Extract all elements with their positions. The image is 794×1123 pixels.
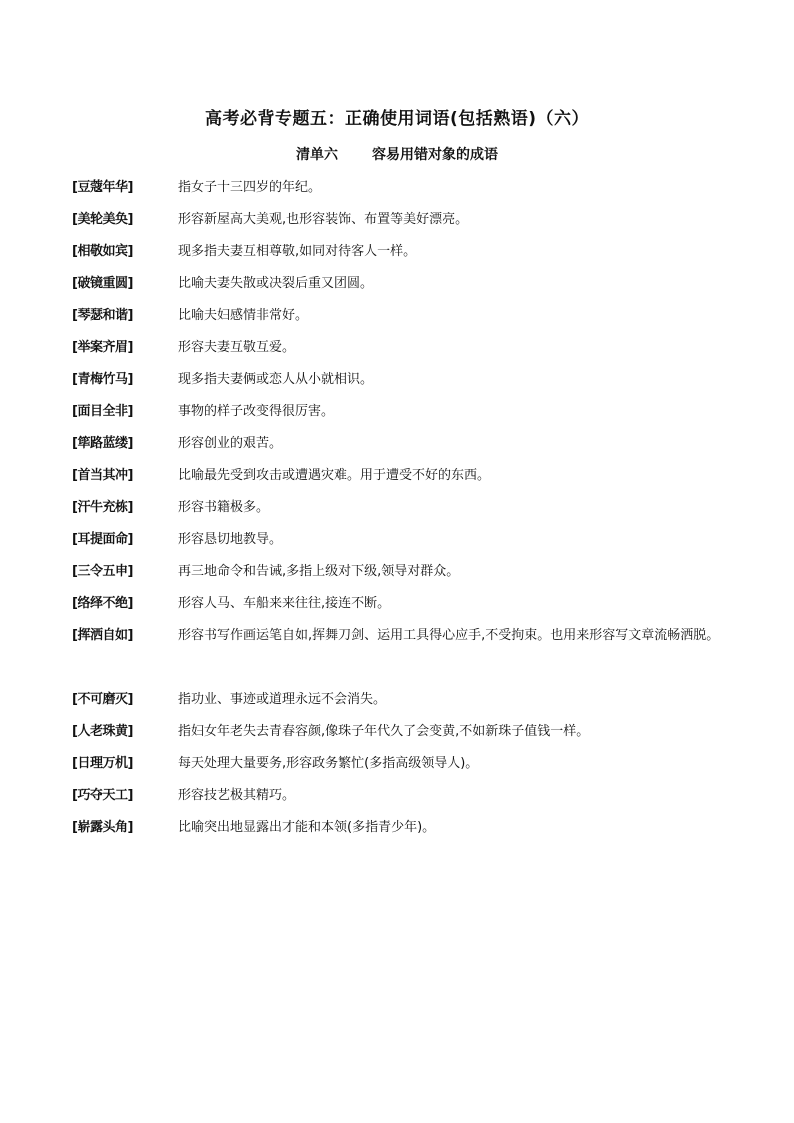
idiom-entry	[72, 396, 732, 428]
idiom-definition: 指功业、事迹或道理永远不会消失。	[178, 692, 387, 707]
idiom-term: [美轮美奂]	[72, 212, 133, 227]
idiom-term: [琴瑟和谐]	[72, 308, 133, 323]
idiom-term: [举案齐眉]	[72, 340, 133, 355]
idiom-term: [相敬如宾]	[72, 244, 133, 259]
idiom-definition: 形容人马、车船来来往往,接连不断。	[178, 596, 391, 611]
idiom-term: [耳提面命]	[72, 532, 133, 547]
idiom-definition: 形容夫妻互敬互爱。	[178, 340, 296, 355]
idiom-term: [人老珠黄]	[72, 724, 133, 739]
idiom-term: [不可磨灭]	[72, 692, 133, 707]
idiom-definition: 比喻突出地显露出才能和本领(多指青少年)。	[178, 820, 436, 835]
idiom-term: [面目全非]	[72, 404, 133, 419]
idiom-definition: 现多指夫妻俩或恋人从小就相识。	[178, 372, 374, 387]
idiom-definition: 每天处理大量要务,形容政务繁忙(多指高级领导人)。	[178, 756, 479, 771]
idiom-entry	[72, 204, 732, 236]
idiom-entry	[72, 268, 732, 300]
idiom-term: [豆蔻年华]	[72, 180, 133, 195]
idiom-definition: 形容书籍极多。	[178, 500, 270, 515]
idiom-entry	[72, 332, 732, 364]
idiom-term: [巧夺天工]	[72, 788, 133, 803]
idiom-entry	[72, 492, 732, 524]
idiom-entry	[72, 460, 732, 492]
idiom-term: [汗牛充栋]	[72, 500, 133, 515]
idiom-definition: 比喻夫妻失散或决裂后重又团圆。	[178, 276, 374, 291]
idiom-entry	[72, 684, 732, 716]
idiom-term: [日理万机]	[72, 756, 133, 771]
page-title: 高考必背专题五：正确使用词语(包括熟语)（六）	[204, 109, 590, 129]
idiom-definition: 现多指夫妻互相尊敬,如同对待客人一样。	[178, 244, 417, 259]
idiom-entry	[72, 236, 732, 268]
idiom-term: [三令五申]	[72, 564, 133, 579]
idiom-term: [挥洒自如]	[72, 628, 133, 643]
idiom-term: [青梅竹马]	[72, 372, 133, 387]
idiom-definition: 再三地命令和告诫,多指上级对下级,领导对群众。	[178, 564, 460, 579]
section-subtitle	[0, 144, 794, 164]
idiom-definition: 形容技艺极其精巧。	[178, 788, 296, 803]
idiom-entry	[72, 716, 732, 748]
idiom-entry	[72, 588, 732, 620]
idiom-definition: 事物的样子改变得很厉害。	[178, 404, 335, 419]
subtitle-list-number: 清单六	[296, 147, 338, 163]
idiom-entry	[72, 748, 732, 780]
idiom-definition: 形容新屋高大美观,也形容装饰、布置等美好漂亮。	[178, 212, 469, 227]
idiom-definition: 比喻夫妇感情非常好。	[178, 308, 309, 323]
idiom-entry	[72, 620, 732, 684]
idiom-entry	[72, 812, 732, 844]
idiom-definition: 形容创业的艰苦。	[178, 436, 283, 451]
idiom-definition: 指妇女年老失去青春容颜,像珠子年代久了会变黄,不如新珠子值钱一样。	[178, 724, 590, 739]
idiom-definition: 形容恳切地教导。	[178, 532, 283, 547]
idiom-term: [破镜重圆]	[72, 276, 133, 291]
idiom-definition: 指女子十三四岁的年纪。	[178, 180, 322, 195]
idiom-entry	[72, 524, 732, 556]
idiom-entry	[72, 364, 732, 396]
idiom-entry	[72, 556, 732, 588]
idiom-entry	[72, 300, 732, 332]
idiom-entry	[72, 172, 732, 204]
idiom-term: [筚路蓝缕]	[72, 436, 133, 451]
idiom-term: [崭露头角]	[72, 820, 133, 835]
idiom-term: [络绎不绝]	[72, 596, 133, 611]
idiom-list	[72, 172, 732, 844]
subtitle-list-name: 容易用错对象的成语	[372, 147, 498, 163]
idiom-entry	[72, 780, 732, 812]
idiom-definition: 形容书写作画运笔自如,挥舞刀剑、运用工具得心应手,不受拘束。也用来形容写文章流畅洒脱。	[178, 628, 720, 643]
idiom-definition: 比喻最先受到攻击或遭遇灾难。用于遭受不好的东西。	[178, 468, 491, 483]
idiom-entry	[72, 428, 732, 460]
idiom-term: [首当其冲]	[72, 468, 133, 483]
